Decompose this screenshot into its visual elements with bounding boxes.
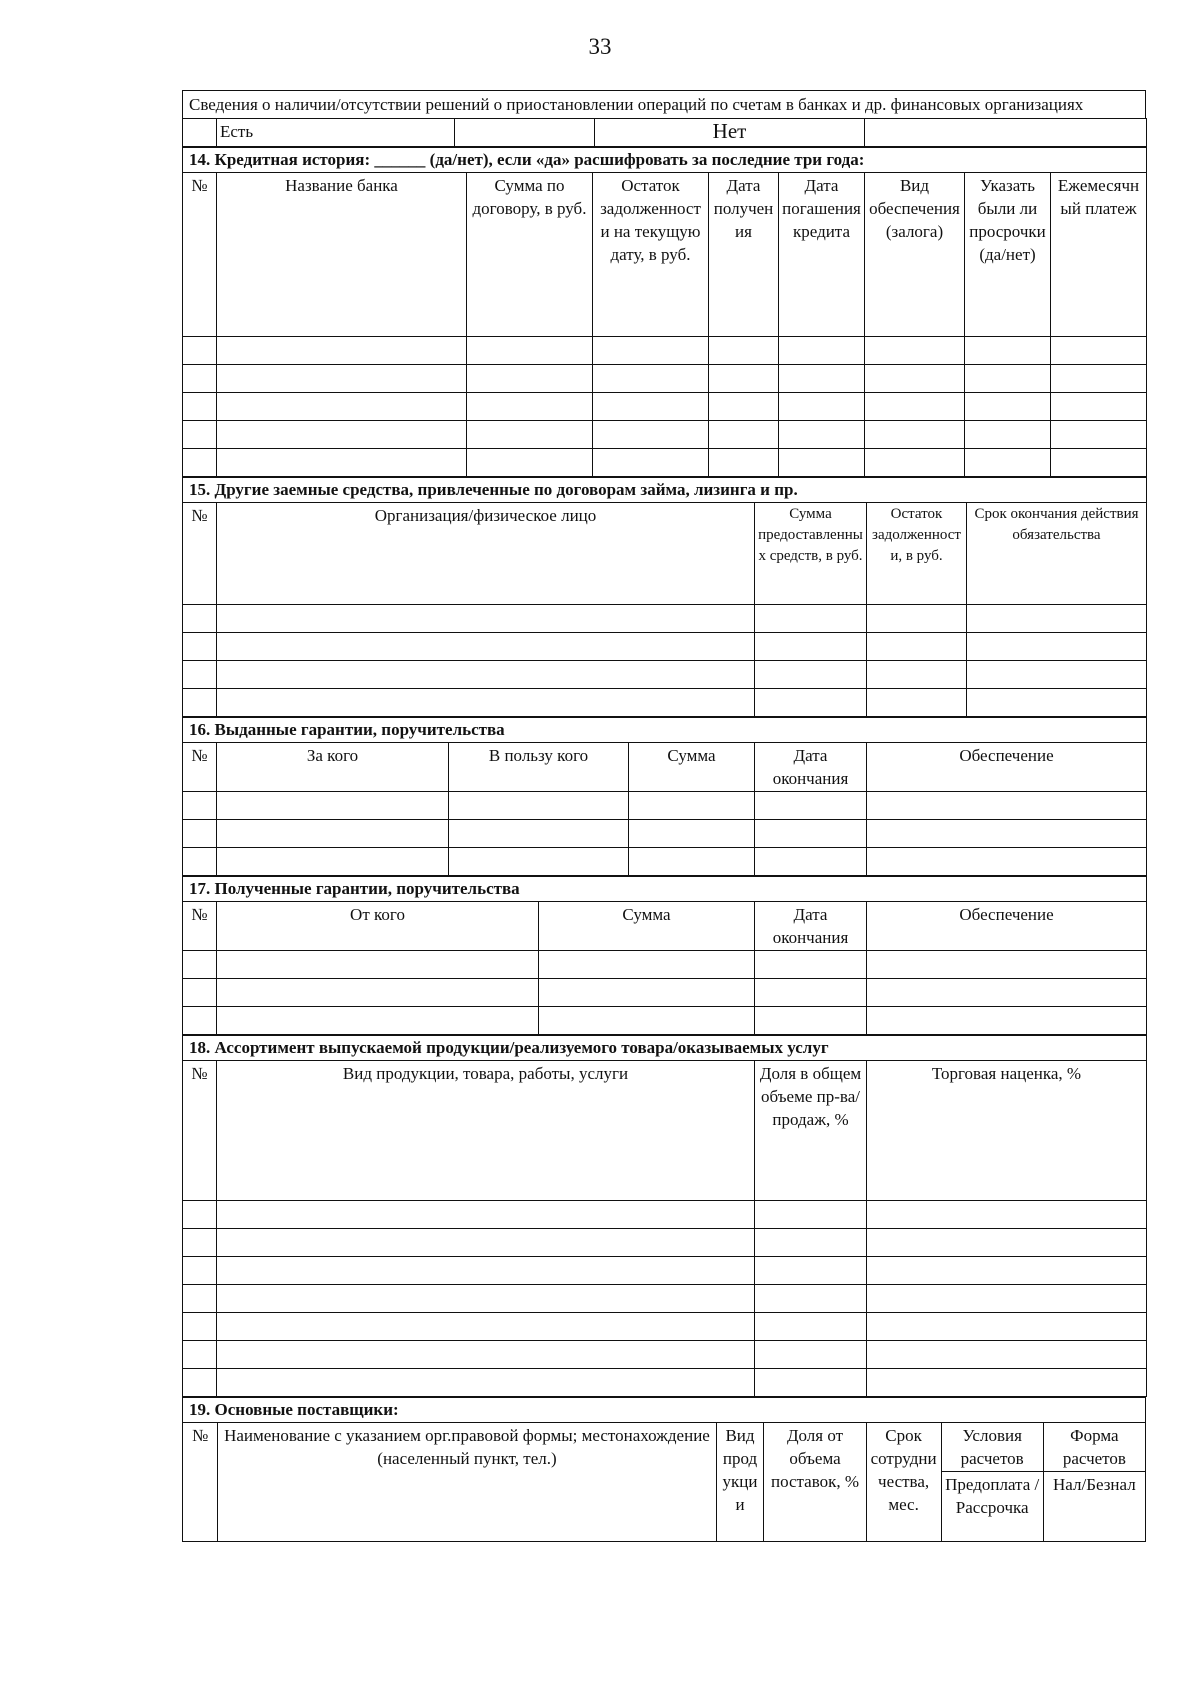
col-amount-header: Сумма [629, 743, 755, 792]
table-row [183, 605, 1147, 633]
table-row [183, 1007, 1147, 1035]
table-row [183, 848, 1147, 876]
section-18-title: 18. Ассортимент выпускаемой продукции/реализуемого товара/оказываемых услуг [183, 1036, 1147, 1061]
col-cash-noncash-header: Нал/Безнал [1043, 1472, 1145, 1542]
col-provided-sum-header: Сумма предоставленных средств, в руб. [755, 503, 867, 605]
col-number-header: № [183, 902, 217, 951]
section-16-issued-guarantees [182, 717, 1147, 876]
col-end-date-header: Дата окончания [755, 743, 867, 792]
col-beneficiary-header: В пользу кого [449, 743, 629, 792]
col-debt-balance-header: Остаток задолженности на текущую дату, в руб. [593, 173, 709, 337]
col-supplier-name-header: Наименование с указанием орг.правовой формы; местонахождение (населенный пункт, тел.) [218, 1423, 716, 1542]
table-row [183, 661, 1147, 689]
col-from-whom-header: От кого [217, 902, 539, 951]
col-payment-form-header: Форма расчетов [1043, 1423, 1145, 1472]
section-19-main-suppliers [182, 1397, 1146, 1542]
form [182, 90, 1146, 1542]
section-17-title: 17. Полученные гарантии, поручительства [183, 877, 1147, 902]
option-no-label: Нет [595, 119, 865, 147]
col-prepayment-installment-header: Предоплата / Рассрочка [941, 1472, 1043, 1542]
col-security-header: Обеспечение [867, 902, 1147, 951]
col-markup-header: Торговая наценка, % [867, 1061, 1147, 1201]
col-payment-terms-header: Условия расчетов [941, 1423, 1043, 1472]
table-row [183, 1285, 1147, 1313]
col-amount-header: Сумма [539, 902, 755, 951]
col-number-header: № [183, 173, 217, 337]
col-contract-sum-header: Сумма по договору, в руб. [467, 173, 593, 337]
table-row [183, 337, 1147, 365]
option-no-field[interactable] [865, 119, 1147, 147]
col-number-header: № [183, 503, 217, 605]
col-organization-header: Организация/физическое лицо [217, 503, 755, 605]
section-14-credit-history [182, 147, 1147, 477]
section-18-product-range [182, 1035, 1147, 1397]
table-row [183, 689, 1147, 717]
table-row [183, 365, 1147, 393]
col-repayment-date-header: Дата погашения кредита [779, 173, 865, 337]
col-obligation-end-header: Срок окончания действия обязательства [967, 503, 1147, 605]
section-14-title: 14. Кредитная история: ______ (да/нет), если «да» расшифровать за последние три года: [183, 148, 1147, 173]
table-row [183, 421, 1147, 449]
col-bank-name-header: Название банка [217, 173, 467, 337]
table-row [183, 1229, 1147, 1257]
table-row [183, 1313, 1147, 1341]
col-number-header: № [183, 1061, 217, 1201]
table-row [183, 449, 1147, 477]
table-row [183, 393, 1147, 421]
col-overdue-header: Указать были ли просрочки (да/нет) [965, 173, 1051, 337]
section-15-title: 15. Другие заемные средства, привлеченные по договорам займа, лизинга и пр. [183, 478, 1147, 503]
section-19-title: 19. Основные поставщики: [183, 1398, 1146, 1423]
col-product-type-header: Вид продукции, товара, работы, услуги [217, 1061, 755, 1201]
col-end-date-header: Дата окончания [755, 902, 867, 951]
col-for-whom-header: За кого [217, 743, 449, 792]
col-debt-balance-header: Остаток задолженности, в руб. [867, 503, 967, 605]
table-row [183, 1257, 1147, 1285]
table-row [183, 979, 1147, 1007]
col-receipt-date-header: Дата получения [709, 173, 779, 337]
section-17-received-guarantees [182, 876, 1147, 1035]
col-security-header: Обеспечение [867, 743, 1147, 792]
table-row [183, 1201, 1147, 1229]
suspension-info-text: Сведения о наличии/отсутствии решений о приостановлении операций по счетам в банках и др. финансовых организациях [182, 90, 1146, 118]
page-number: 33 [588, 34, 612, 59]
option-yes-label: Есть [217, 119, 455, 147]
col-monthly-payment-header: Ежемесячный платеж [1051, 173, 1147, 337]
col-number-header: № [183, 743, 217, 792]
col-share-header: Доля в общем объеме пр-ва/продаж, % [755, 1061, 867, 1201]
col-number-header: № [183, 1423, 218, 1542]
table-row [183, 633, 1147, 661]
option-yes-field[interactable] [455, 119, 595, 147]
table-row [183, 792, 1147, 820]
col-product-type-header: Вид продукции [716, 1423, 764, 1542]
col-cooperation-term-header: Срок сотрудничества, мес. [866, 1423, 941, 1542]
table-row [183, 820, 1147, 848]
col-supply-share-header: Доля от объема поставок, % [764, 1423, 866, 1542]
section-16-title: 16. Выданные гарантии, поручительства [183, 718, 1147, 743]
section-15-other-borrowings [182, 477, 1147, 717]
col-collateral-type-header: Вид обеспечения (залога) [865, 173, 965, 337]
table-row [183, 951, 1147, 979]
table-row [183, 1341, 1147, 1369]
table-row [183, 1369, 1147, 1397]
suspension-info-table [182, 118, 1147, 147]
